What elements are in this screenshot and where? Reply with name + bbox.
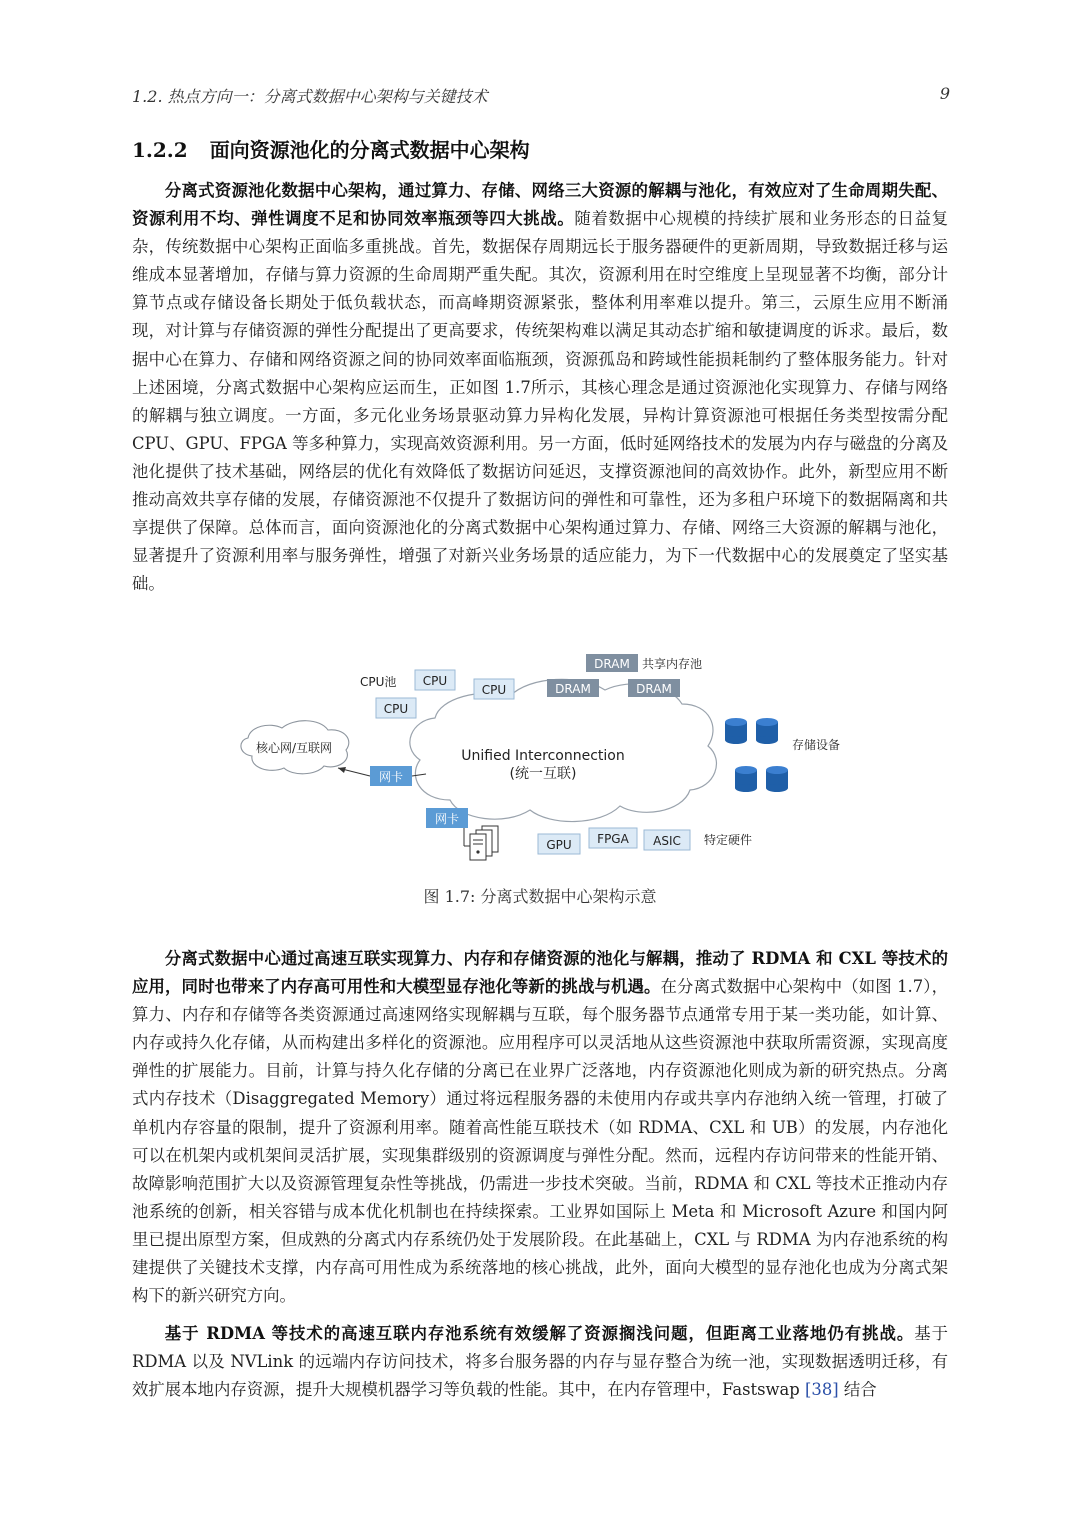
page-number: 9 (939, 84, 950, 103)
cpu-label-3: CPU (481, 683, 507, 697)
section-number: 1.2.2 (132, 138, 188, 162)
nic-label-1: 网卡 (378, 770, 404, 784)
nic-label-2: 网卡 (434, 812, 460, 826)
storage-disk-icon-2 (756, 718, 778, 744)
dram-label-3: DRAM (636, 682, 672, 696)
running-header (132, 84, 950, 107)
cpu-label-1: CPU (383, 702, 409, 716)
fpga-label: FPGA (597, 832, 629, 846)
dram-label-1: DRAM (594, 657, 630, 671)
arrow-head-icon (338, 767, 346, 773)
interconnect-sublabel: (统一互联) (509, 766, 577, 782)
paragraph-3-lead: 基于 RDMA 等技术的高速互联内存池系统有效缓解了资源搁浅问题，但距离工业落地仍有挑战。 (164, 1324, 915, 1343)
section-title: 面向资源池化的分离式数据中心架构 (209, 138, 530, 162)
paragraph-1-lead: 分离式资源池化数据中心架构，通过算力、存储、网络三大资源的解耦与池化，有效应对了生命周期失配、资源利用不均、弹性调度不足和协同效率瓶颈等四大挑战。 (132, 181, 948, 229)
section-heading (132, 134, 530, 163)
special-hardware-label: 特定硬件 (704, 833, 753, 847)
paragraph-3 (132, 1320, 948, 1404)
paragraph-1-body: 随着数据中心规模的持续扩展和业务形态的日益复杂，传统数据中心架构正面临多重挑战。首先，数据保存周期远长于服务器硬件的更新周期，导致数据迁移与运维成本显著增加，存储与算力资源的生命周期严重失配。其次，资源利用在时空维度上呈现显著不均衡，部分计算节点或存储设备长期处于低负载状态，而高峰期资源紧张，整体利用率难以提升。第三，云原生应用不断涌现，对计算与存储资源的弹性分配提出了更高要求，传统架构难以满足其动态扩缩和敏捷调度的诉求。最后，数据中心在算力、存储和网络资源之间的协同效率面临瓶颈，资源孤岛和跨域性能损耗制约了整体服务能力。针对上述困境，分离式数据中心架构应运而生，正如图 1.7所示，其核心理念是通过资源池化实现算力、存储与网络的解耦与独立调度。一方面，多元化业务场景驱动算力异构化发展，异构计算资源池可根据任务类型按需分配 CPU、GPU、FPGA 等多种算力，实现高效资源利用。另一方面，低时延网络技术的发展为内存与磁盘的分离及池化提供了技术基础，网络层的优化有效降低了数据访问延迟，支撑资源池间的高效协作。此外，新型应用不断推动高效共享存储的发展，存储资源池不仅提升了数据访问的弹性和可靠性，还为多租户环境下的数据隔离和共享提供了保障。总体而言，面向资源池化的分离式数据中心架构通过算力、存储、网络三大资源的解耦与池化，显著提升了资源利用率与服务弹性，增强了对新兴业务场景的适应能力，为下一代数据中心的发展奠定了坚实基础。 (132, 209, 949, 594)
cpu-label-2: CPU (422, 674, 448, 688)
storage-disk-icon-4 (766, 766, 788, 792)
paragraph-2-body: 在分离式数据中心架构中（如图 1.7），算力、内存和存储等各类资源通过高速网络实现解耦与互联，每个服务器节点通常专用于某一类功能，如计算、内存或持久化存储，从而构建出多样化的资源池。应用程序可以灵活地从这些资源池中获取所需资源，实现高度弹性的扩展能力。目前，计算与持久化存储的分离已在业界广泛落地，内存资源池化则成为新的研究热点。分离式内存技术（Disaggregated Memory）通过将远程服务器的未使用内存或共享内存池纳入统一管理，打破了单机内存容量的限制，提升了资源利用率。随着高性能互联技术（如 RDMA、CXL 和 UB）的发展，内存池化可以在机架内或机架间灵活扩展，实现集群级别的资源调度与弹性分配。然而，远程内存访问带来的性能开销、故障影响范围扩大以及资源管理复杂性等挑战，仍需进一步技术突破。当前，RDMA 和 CXL 等技术正推动内存池系统的创新，相关容错与成本优化机制也在持续探索。工业界如国际上 Meta 和 Microsoft Azure 和国内阿里已提出原型方案，但成熟的分离式内存系统仍处于发展阶段。在此基础上，CXL 与 RDMA 为内存池系统的构建提供了关键技术支撑，内存高可用性成为系统落地的核心挑战，此外，面向大模型的显存池化也成为分离式架构下的新兴研究方向。 (132, 977, 948, 1306)
figure-caption: 图 1.7: 分离式数据中心架构示意 (423, 887, 657, 906)
paragraph-3-body: 基于 RDMA 以及 NVLink 的远端内存访问技术，将多台服务器的内存与显存整合为统一池，实现数据透明迁移，有效扩展本地内存资源，提升大规模机器学习等负载的性能。其中，在内存管理中，Fastswap (132, 1324, 949, 1400)
paragraph-3-body-end: 结合 (838, 1380, 877, 1400)
asic-label: ASIC (653, 834, 681, 848)
interconnect-label: Unified Interconnection (461, 748, 625, 764)
paragraph-2-lead: 分离式数据中心通过高速互联实现算力、内存和存储资源的池化与解耦，推动了 RDMA 和 CXL 等技术的应用，同时也带来了内存高可用性和大模型显存池化等新的挑战与机遇。 (132, 949, 948, 997)
architecture-diagram (220, 648, 880, 868)
architecture-figure (220, 648, 880, 868)
shared-memory-label: 共享内存池 (642, 657, 703, 671)
gpu-label: GPU (546, 838, 572, 852)
cpu-pool-label: CPU池 (360, 675, 397, 689)
storage-disk-icon-1 (725, 718, 747, 744)
citation-link[interactable]: [38] (805, 1380, 839, 1400)
paragraph-1 (132, 177, 948, 598)
dram-label-2: DRAM (555, 682, 591, 696)
storage-disk-icon-3 (735, 766, 757, 792)
paragraph-2 (132, 945, 948, 1310)
storage-label: 存储设备 (792, 738, 841, 752)
running-title: 1.2. 热点方向一：分离式数据中心架构与关键技术 (132, 87, 488, 106)
server-icon (470, 826, 498, 860)
core-network-label: 核心网/互联网 (255, 741, 333, 755)
